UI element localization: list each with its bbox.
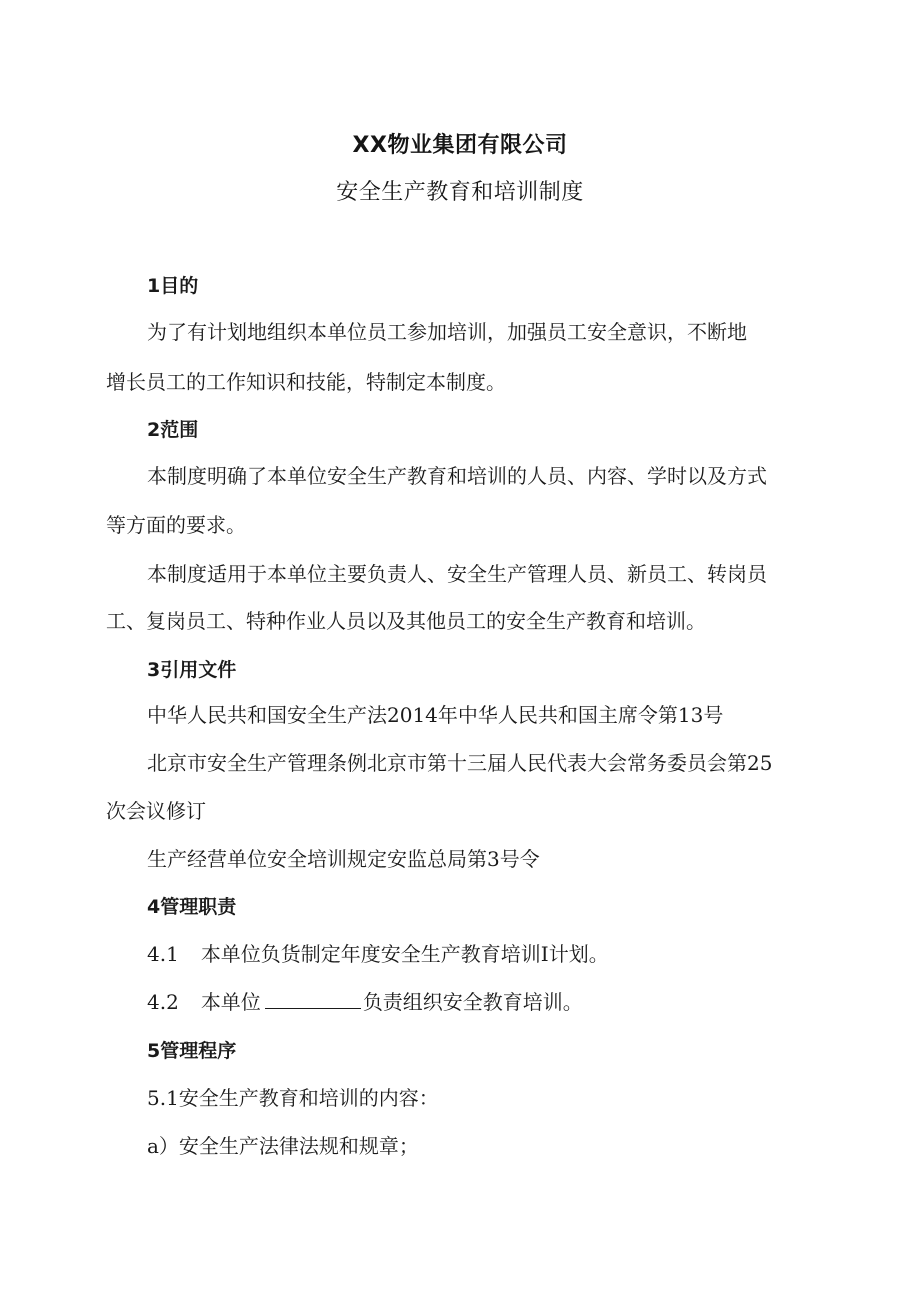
company-name: XX物业集团有限公司 — [352, 133, 568, 158]
section-2-paragraph-line: 本制度明确了本单位安全生产教育和培训的人员、内容、学时以及方式 — [147, 464, 767, 488]
section-2-paragraph-line: 工、复岗员工、特种作业人员以及其他员工的安全生产教育和培训。 — [106, 609, 706, 633]
section-3-heading: 3引用文件 — [147, 659, 237, 681]
section-4-heading: 4管理职责 — [147, 896, 237, 918]
item-text: 本单位 — [200, 990, 261, 1014]
section-1-paragraph-line: 增长员工的工作知识和技能，特制定本制度。 — [106, 370, 506, 394]
subsection-heading: 5.1安全生产教育和培训的内容： — [147, 1086, 439, 1110]
list-item: a）安全生产法律法规和规章； — [147, 1134, 419, 1158]
reference-item: 中华人民共和国安全生产法2014年中华人民共和国主席令第13号 — [147, 703, 724, 727]
section-2-heading: 2范围 — [147, 419, 199, 441]
fill-in-blank — [265, 990, 361, 1009]
responsibility-item — [147, 940, 609, 968]
reference-item: 次会议修订 — [106, 799, 206, 823]
item-text: 本单位负货制定年度安全生产教育培训I计划。 — [200, 942, 609, 966]
section-1-heading: 1目的 — [147, 275, 199, 297]
responsibility-item — [147, 988, 583, 1016]
item-text: 负责组织安全教育培训。 — [362, 990, 583, 1014]
item-number: 4.2 — [147, 990, 179, 1014]
section-5-heading: 5管理程序 — [147, 1040, 237, 1062]
item-number: 4.1 — [147, 942, 179, 966]
section-2-paragraph-line: 本制度适用于本单位主要负责人、安全生产管理人员、新员工、转岗员 — [147, 562, 767, 586]
reference-item: 北京市安全生产管理条例北京市第十三届人民代表大会常务委员会第25 — [147, 751, 773, 775]
reference-item: 生产经营单位安全培训规定安监总局第3号令 — [147, 847, 540, 871]
document-title: 安全生产教育和培训制度 — [336, 180, 584, 205]
section-1-paragraph-line: 为了有计划地组织本单位员工参加培训，加强员工安全意识，不断地 — [147, 320, 747, 344]
section-2-paragraph-line: 等方面的要求。 — [106, 513, 246, 537]
